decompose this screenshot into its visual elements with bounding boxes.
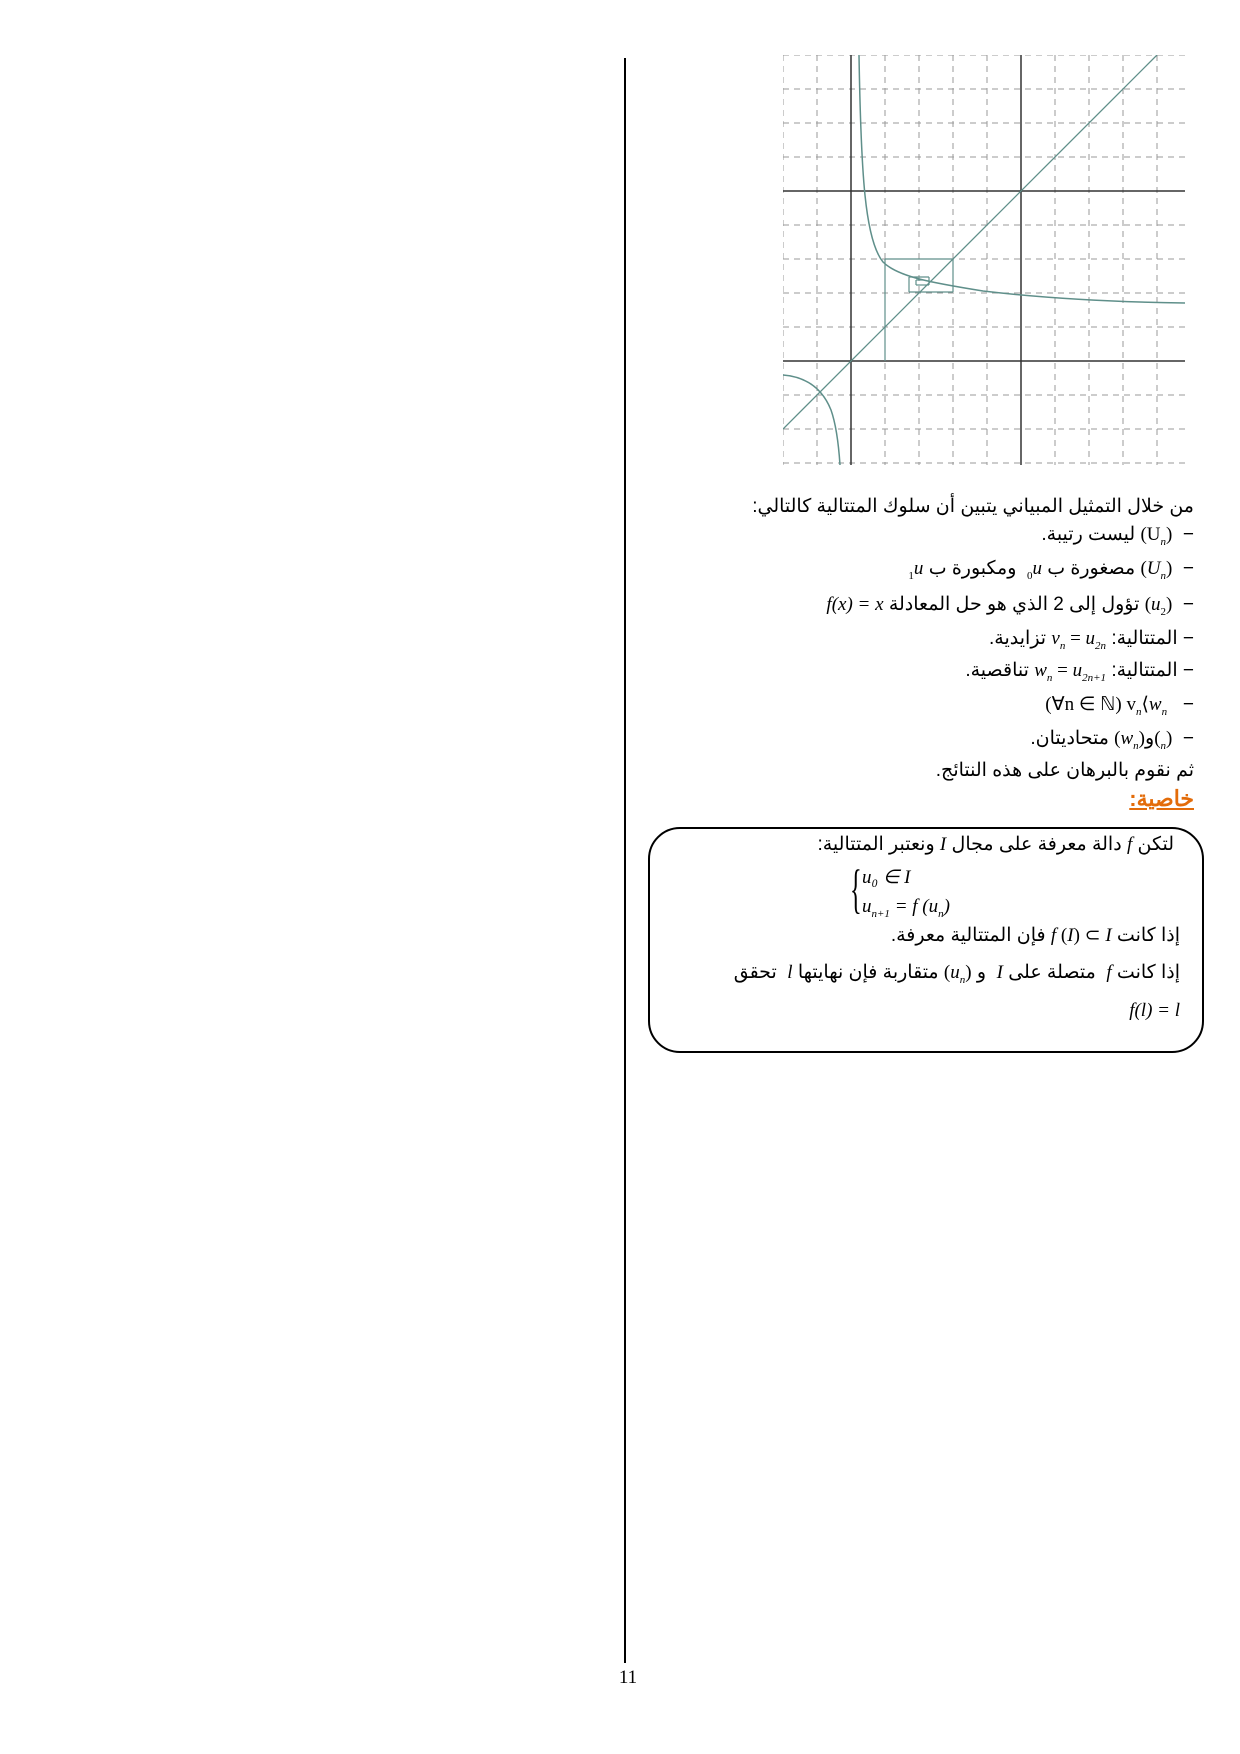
- page-number: 11: [618, 1667, 638, 1688]
- column-divider: [624, 58, 626, 1663]
- system-row-1: u₀ ∈ I: [862, 867, 911, 888]
- bullet-odd-decreasing: − المتتالية: $w_n = u_{2n+1}$ تناقصية.: [965, 660, 1194, 684]
- closing-line: ثم نقوم بالبرهان على هذه النتائج.: [935, 760, 1194, 781]
- property-line-1: لتكن f دالة معرفة على مجال I ونعتبر المتتالية:: [817, 834, 1174, 855]
- property-box: [648, 827, 1204, 1053]
- system-brace: {: [850, 859, 862, 919]
- bullet-adjacent: − $(_n)و(w_n)$ متحاديتان.: [1030, 728, 1194, 752]
- property-line-2: إذا كانت f (I) ⊂ I فإن المتتالية معرفة.: [890, 925, 1180, 946]
- bullet-bounded: − $(U_n)$ مصغورة ب $u_0$ ومكبورة ب $u_1$: [908, 558, 1194, 582]
- property-heading: خاصية:: [1129, 786, 1194, 811]
- curve-right-branch: [859, 55, 1185, 303]
- property-line-4: f(l) = l: [1129, 1000, 1180, 1021]
- bullet-comparison: − (∀n ∈ ℕ) $v_n⟨w_n$: [1045, 694, 1194, 718]
- axes: [783, 55, 1185, 465]
- bullet-even-increasing: − المتتالية: $v_n = u_{2n}$ تزايدية.: [989, 628, 1194, 652]
- bullet-not-monotone: − $(U_n)$ ليست رتيبة.: [1041, 524, 1194, 548]
- grid-lines: [783, 55, 1185, 465]
- system-row-2: $u_{n+1} = f$ $(u_n)$: [862, 896, 950, 920]
- property-line-3: إذا كانت f متصلة على I و $(u_n)$ متقاربة فإن نهايتها l تحقق: [733, 962, 1180, 986]
- line-y-equals-x: [783, 55, 1157, 429]
- intro-line: من خلال التمثيل المبياني يتبين أن سلوك المتتالية كالتالي:: [752, 496, 1194, 517]
- cobweb-graph: [783, 55, 1185, 465]
- bullet-converges: − $(u_2)$ تؤول إلى 2 الذي هو حل المعادلة f(x) = x: [826, 594, 1194, 618]
